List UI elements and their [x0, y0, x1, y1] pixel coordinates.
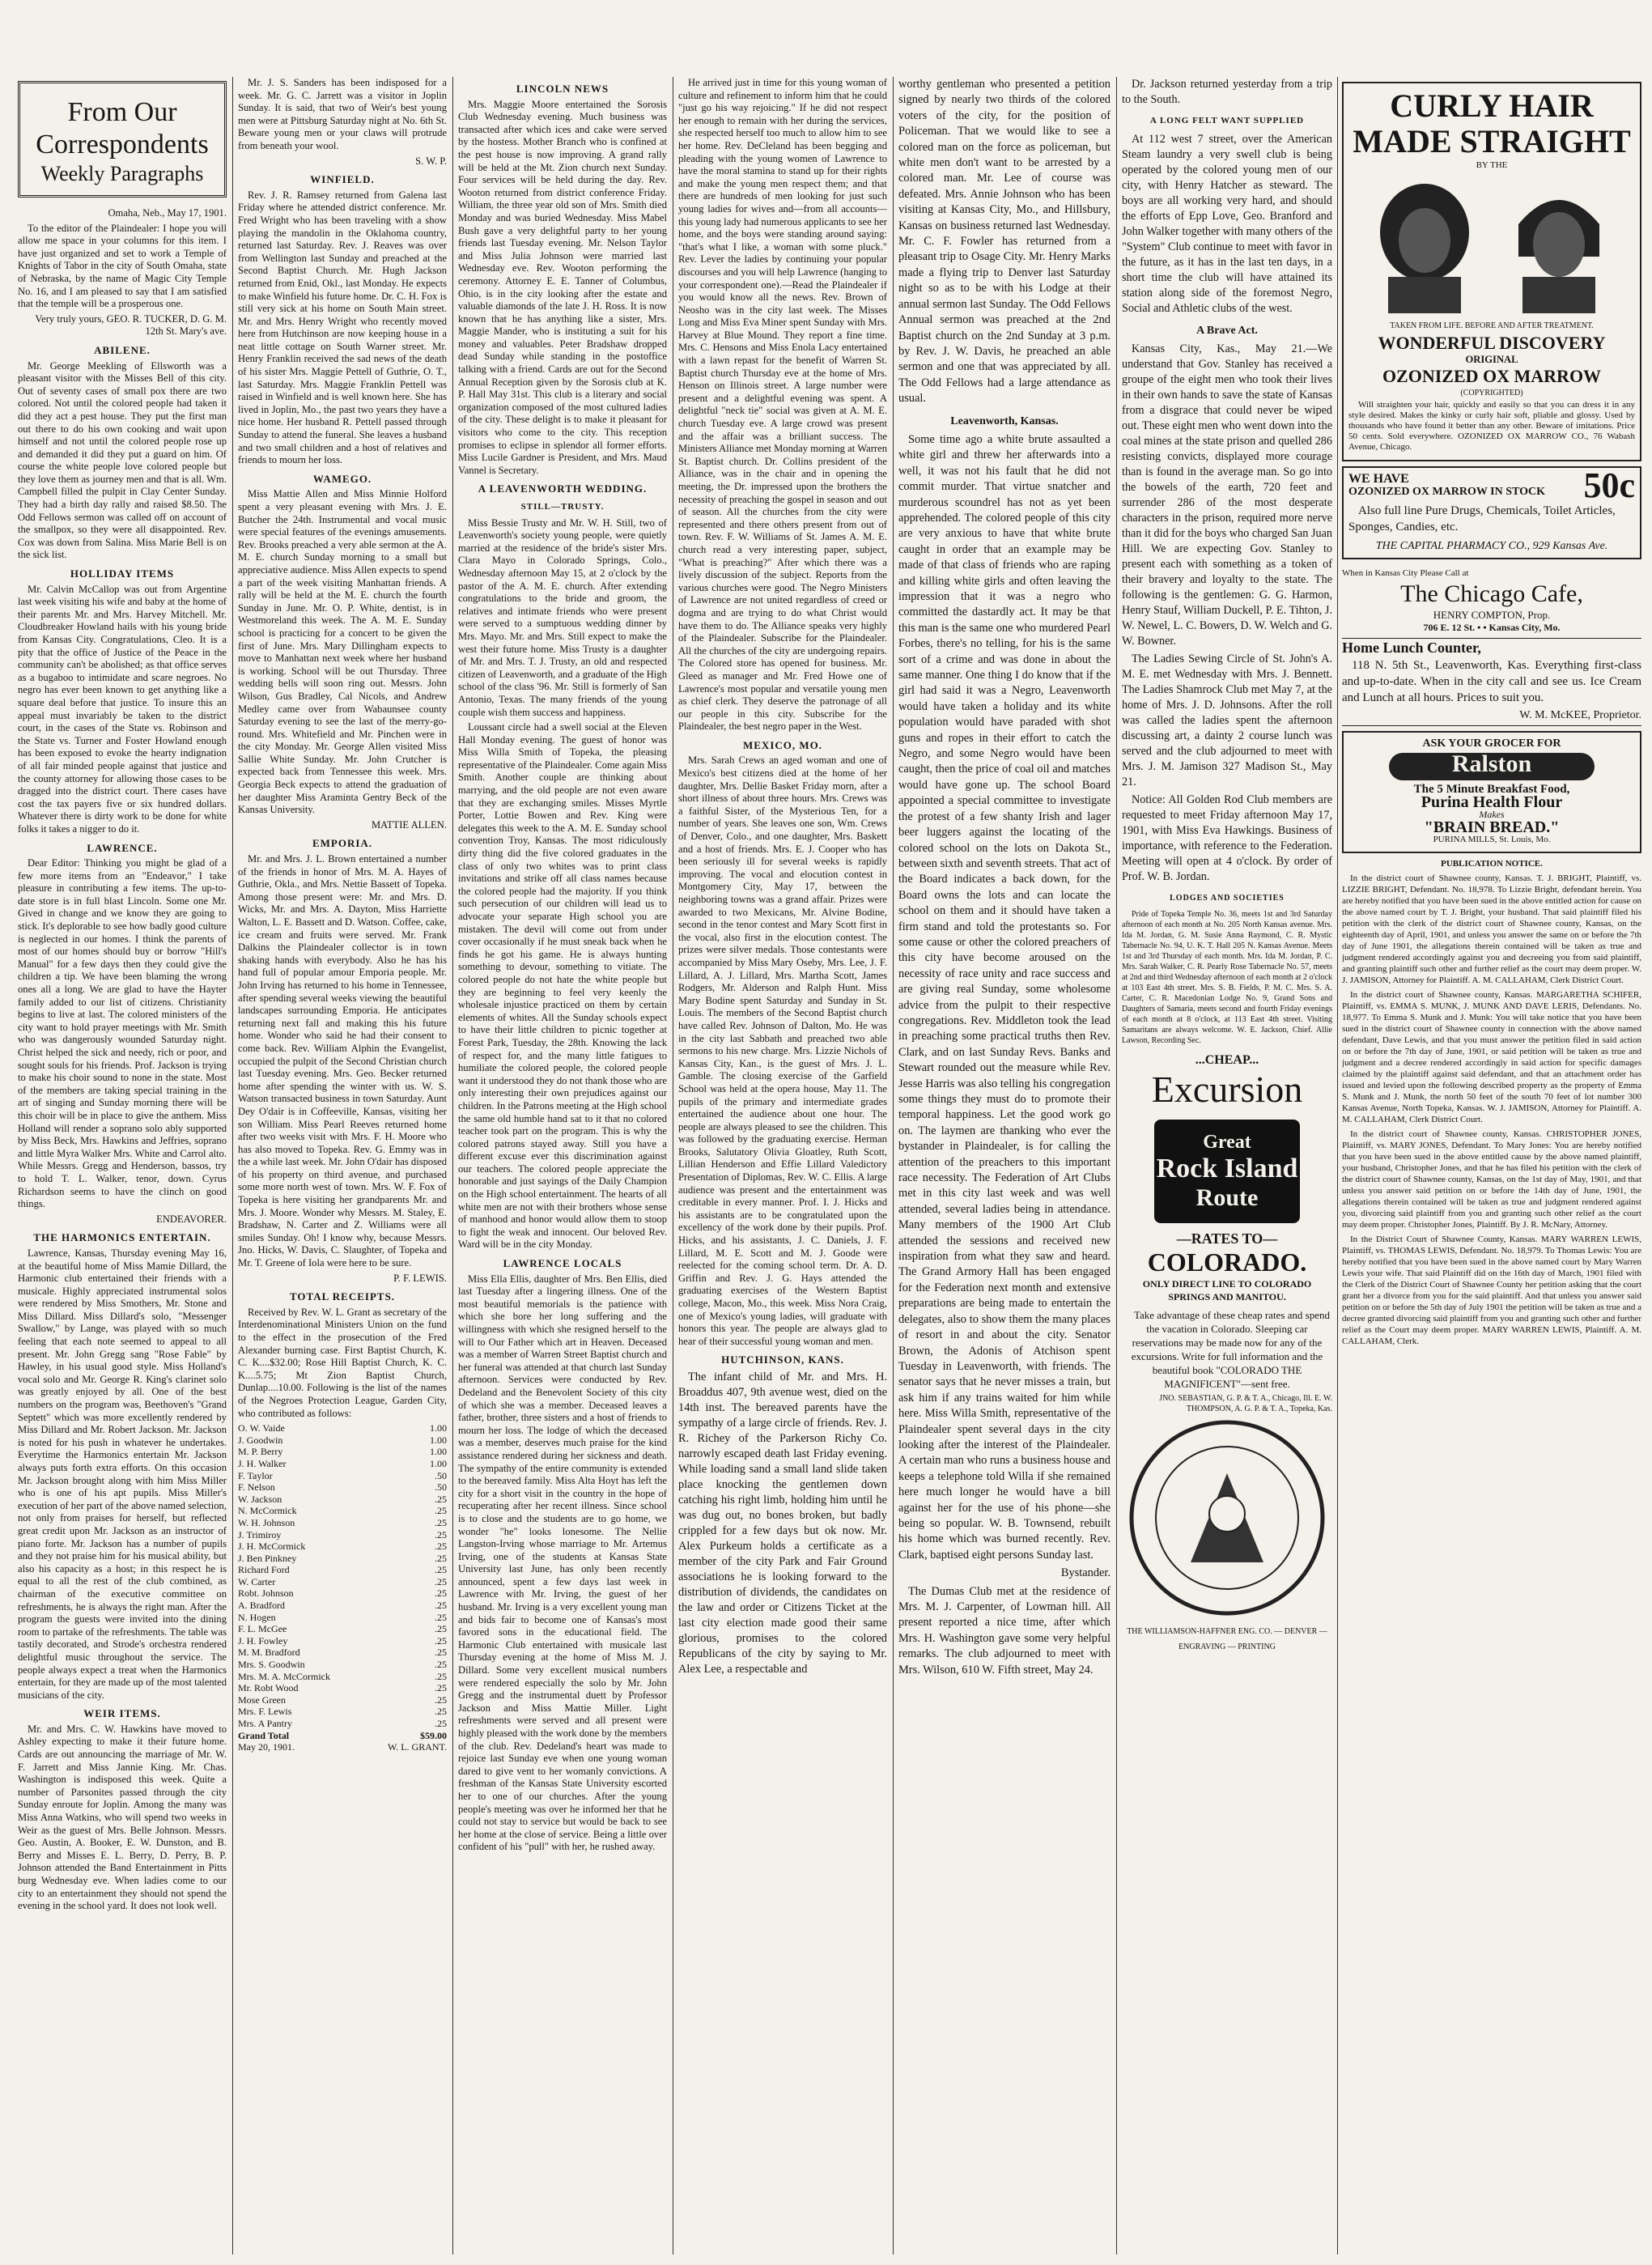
receipt-amount: .50 [435, 1481, 447, 1494]
column-rule [1116, 77, 1117, 2254]
made-straight-title: MADE STRAIGHT [1353, 123, 1631, 159]
receipt-row [238, 1540, 447, 1553]
winfield-heading: WINFIELD. [310, 173, 375, 186]
column-3 [458, 77, 667, 2254]
engraving-seal [1122, 1417, 1332, 1655]
receipt-row [238, 1635, 447, 1647]
curly-hair-ad: CURLY HAIR MADE STRAIGHT BY THE TAKEN FROM LIFE. BEFORE AND AFTER TREATMENT. WONDERFUL DISCOVERY ORIGINAL OZONIZED OX MARROW (COPYRIGHTED) Will straighten your hair, quickly and easily so that you can dress it in any style desired. Makes the kinky or curly hair soft, pliable and glossy. Used by thousands who have found it better than any other. Beware of imitations. Price 50 cents. Sold everywhere. OZONIZED OX MARROW CO., 76 Wabash Avenue, Chicago. [1342, 82, 1641, 461]
rock-island-logo: Great Rock Island Route [1154, 1120, 1300, 1223]
omaha-letter: To the editor of the Plaindealer: I hope you will allow me space in your columns for this item. I have just organized and set to work a Temple of Knights of Tabor in the city of South Omaha, state of Nebraska, by the name of Magic City Temple No. 16, and I am pleased to say that I am satisfied that the temple will be a prosperous one. [18, 222, 227, 310]
receipt-amount: .25 [435, 1659, 447, 1671]
wonderful-discovery: WONDERFUL DISCOVERY [1378, 332, 1606, 353]
omaha-dateline: Omaha, Neb., May 17, 1901. [108, 207, 227, 219]
weir-heading: WEIR ITEMS. [83, 1707, 161, 1720]
column-rule [1337, 77, 1338, 2254]
seal-text: THE WILLIAMSON-HAFFNER ENG. CO. — DENVER — ENGRAVING — PRINTING [1127, 1627, 1327, 1651]
receipt-amount: .25 [435, 1634, 447, 1647]
harmonics-article: Lawrence, Kansas, Thursday evening May 16, at the beautiful home of Miss Mamie Dillard, the Harmonic club entertained their friends with a musicale. Highly appreciated instrumental solos were rendered by Miss Smothers, Mr. Stone and Miss Dillard. Miss Dillard's solo, "Messenger Swallow," by Lange, was played with so much feeling that each note seemed to appeal to all present. Mr. John Gregg sang "Rose Fable" by Hawley, in his usual good style. Miss Holland's vocal solo and Mr. George R. King's clarinet solo was greatly enjoyed by all. One of the best numbers on the program was, Beethoven's "Grand Septett" which was more excellently rendered by Miss Dillard and Mr. Robert Jackson. Mr. Jackson is noted for his push in whatever he undertakes. Everytime the Harmonics entertain Mr. Jackson always puts forth extra efforts. On this occasion Mr. Jackson brought along with him Miss Miller who is one of his apt pupils. Miss Miller's execution of her part of the above named selection, not only from praises for herself, but reflected great credit upon Mr. Jackson as an instructor of piano forte. Mr. Jackson has a number of pupils and they not praise him for his musical ability, but also his capacity as a host; in this respect he is equal to all the rest of the club combined, as chairman of the executive committee on refreshments, he is always the right man. After the program the guests were invited into the dining room to partake of the refreshments. The table was tastily decorated, and Strode's orchestra rendered delightful music throughout the service. The people always expect a treat when the Harmonics entertain, for they are made up of the most talented musicians of the city. [18, 1247, 227, 1701]
omaha-signature: Very truly yours, GEO. R. TUCKER, D. G. M. 12th St. Mary's ave. [35, 312, 227, 338]
receipt-name: F. Nelson [238, 1481, 275, 1494]
header-title: From Our Correspondents [36, 97, 209, 159]
receipt-amount: .25 [435, 1528, 447, 1540]
hutchinson-continued: worthy gentleman who presented a petition signed by nearly two thirds of the colored voters of the city, for the position of Policeman. That we would like to see a colored man on the force as policeman, but white men don't want to be arrested by a colored man. Mr. Lee of course was defeated. Mrs. Annie Johnson who has been visiting at Kansas City, Mo., and Hillsbury, Kansas on business returned last Wednesday. Mr. C. F. Fowler has returned from a pleasant trip to Osage City. Mr. Henry Marks made a flying trip to Denver last Saturday night so as to be with his Lodge at their annual sermon last Sunday. The Odd Fellows Annual sermon was preached at the 2nd Baptist church on the 2nd Sunday at 3 p.m. by Rev. J. W. Davis, he preached an able sermon and one that was appreciated by all. The Odd Fellows had a large attendance as usual. [898, 78, 1111, 406]
receipt-row [238, 1529, 447, 1541]
receipt-row [238, 1553, 447, 1565]
receipt-amount: 1.00 [430, 1422, 447, 1434]
receipt-name: Mrs. F. Lewis [238, 1706, 292, 1718]
receipt-amount: .25 [435, 1540, 447, 1553]
column-rule [452, 77, 453, 2254]
receipt-row [238, 1718, 447, 1730]
wamego-signature: MATTIE ALLEN. [371, 818, 447, 831]
leavenworth-signature: Bystander. [1060, 1566, 1111, 1580]
pharmacy-name: THE CAPITAL PHARMACY CO., 929 Kansas Ave. [1375, 540, 1608, 553]
rates-to: —RATES TO— [1176, 1230, 1278, 1247]
curly-hair-body: Will straighten your hair, quickly and easily so that you can dress it in any style desired. Makes the kinky or curly hair soft, pliable and glossy. Used by thousands who have found it better than any other. Beware of imitations. Price 50 cents. Sold everywhere. OZONIZED OX MARROW CO., 76 Wabash Avenue, Chicago. [1348, 399, 1635, 452]
receipt-amount: .25 [435, 1575, 447, 1587]
after-portrait-graphic [1498, 176, 1620, 313]
agents: JNO. SEBASTIAN, G. P. & T. A., Chicago, Ill. E. W. THOMPSON, A. G. P. & T. A., Topeka, Kas. [1159, 1394, 1332, 1413]
hutchinson-article: The infant child of Mr. and Mrs. H. Broaddus 407, 9th avenue west, died on the 14th inst. The bereaved parents have the sympathy of a large circle of friends. Rev. J. R. Richey of the Parkerson Richy Co. narrowly escaped death last Friday evening. While loading sand a small land slide taken place knocking the gentlemen down catching his right limb, holding him until he was dug out, no bones broken, but badly crippled for a few days but ok now. Mr. Alex Purkeum holds a certificate as a member of the city Park and Fair Ground associations he is looking forward to the distribution of dividends, the candidates on the law and order or Citizens Ticket at the last city election made good their same glorious, promises to the colored Republicans of the city by saying to Mr. Alex Lee, a respectable and [678, 1370, 887, 1676]
receipt-name: Robt. Johnson [238, 1587, 294, 1600]
receipt-row [238, 1564, 447, 1576]
holliday-heading: HOLLIDAY ITEMS [70, 567, 175, 580]
receipt-amount: .25 [435, 1516, 447, 1528]
receipt-row [238, 1623, 447, 1635]
weir-signature: S. W. P. [415, 155, 447, 167]
column-4 [678, 77, 887, 2254]
receipt-amount: .25 [435, 1670, 447, 1682]
abilene-article: Mr. George Meekling of Ellsworth was a pleasant visitor with the Misses Bell of this city. Out of seventy cases of small pox there are two colored. Not until the colored people had taken it did they act a pest house. They put the first man out there to do his own cooking and wait upon himself and not until the colored people rose up and demanded it did they put a guard on him. Of course the white people love colored people but they love them as journey men and that is all. Wm. Campbell filled the pulpit in Clay Center Sunday. They had a birth day rally and raised $8.50. The Odd Fellows sermon was called off on account of the smallpox, so they were all disappointed. Rev. Cox was down from Salina. Miss Marie Bell is on the sick list. [18, 359, 227, 561]
correspondents-header [18, 81, 227, 198]
receipt-name: A. Bradford [238, 1600, 285, 1612]
receipts-intro: Received by Rev. W. L. Grant as secretary of the Interdenominational Ministers Union on the fund to the effect in the prosecution of the Fred Alexander burning case. First Baptist Church, K. C. K....$32.00; Rose Hill Baptist Church, K. C. K....5.75; Mt Zion Baptist Church, Dunlap....10.00. Following is the list of the names of the Negroes Protection League, Garden City, who contributed as follows: [238, 1306, 447, 1419]
lodges-heading: LODGES AND SOCIETIES [1170, 894, 1285, 903]
receipt-amount: .25 [435, 1587, 447, 1600]
receipt-row [238, 1494, 447, 1506]
winfield-article: Rev. J. R. Ramsey returned from Galena last Friday where he attended district conference. Mr. Fred Wright who has been traveling with a show playing the mandolin in the Oklahoma country, returned last Saturday. Rev. J. Reaves was over from Wellington last Sunday and preached at the Second Baptist Church. Mr. Hugh Jackson returned from Enid, Okl., last Monday. He expects to make Winfield his future home. Dr. C. H. Fox is still very sick at his home on South Main street. Mr. and Mrs. Henry Wright who recently moved here from Hutchinson are now keeping house in a neat little cottage on South Warner street. Mr. Henry Franklin received the sad news of the death of his sister Mrs. Maggie Pettell of Guthrie, O. T., last Saturday. Mrs. Maggie Franklin Pettell was raised in Winfield and is well known here. She has lived in Joplin, Mo., the past two years they have a nice home. Her husband R. Pettell passed through Sunday to attend the funeral. She leaves a husband and two small children and a host of relatives and friends to mourn her loss. [238, 189, 447, 466]
lawrence-locals-heading: LAWRENCE LOCALS [503, 1257, 622, 1270]
receipt-amount: .25 [435, 1552, 447, 1564]
receipt-name: J. Goodwin [238, 1434, 283, 1446]
lunch-counter-ad: Home Lunch Counter, 118 N. 5th St., Leavenworth, Kas. Everything first-class and up-to-date. When in the city call and see us. Ice Cream and Lunch at all hours. Prices to suit you. W. M. McKEE, Proprietor. [1342, 639, 1641, 726]
holliday-article: Mr. Calvin McCallop was out from Argentine last week visiting his wife and baby at the home of their parents Mr. and Mrs. Harvey Mitchell. Mr. Cloudbreaker Howland hails with his young bride from Kansas City. Congratulations, Cleo. It is a pity that the office of Justice of the Peace in the community can't be abolished; as that office serves as a bugaboo to intimidate and scare negroes. No negro has ever been known to get anything like a square deal before that justice. To insure this an appeal must invariably be taken to the district court, in the cases of the State vs. Robinson and the State vs. Turner and Foster Howland enough has been exposed to evoke the hearty indignation of all fair minded people against that justice and the county attorney for allowing those cases to be dragged into the district court. There cases have cost the tax payers five or six hundred dollars. Whatever there is dirty work to be done for white folks it takes a nigger to do it. [18, 583, 227, 835]
receipt-row [238, 1517, 447, 1529]
receipt-amount: .25 [435, 1706, 447, 1718]
receipt-name: Mose Green [238, 1693, 286, 1706]
excursion-label: Excursion [1151, 1069, 1303, 1110]
receipt-row [238, 1659, 447, 1671]
receipt-amount: .25 [435, 1611, 447, 1623]
ralston-ad: ASK YOUR GROCER FOR Ralston The 5 Minute Breakfast Food, Purina Health Flour Makes "BRAIN BREAD." PURINA MILLS, St. Louis, Mo. [1342, 731, 1641, 853]
wamego-heading: WAMEGO. [312, 472, 372, 485]
receipts-footer [238, 1741, 447, 1754]
lodges-list: Pride of Topeka Temple No. 36, meets 1st and 3rd Saturday afternoon of each month at No. 205 North Kansas avenue. Mrs. Ida M. Jordan, G. M. Susie Anna Raymond, C. R. Mystic Tabernacle No. 94, U. K. T. Hall 205 N. Kansas Avenue. Meets 1st and 3rd Thursday of each month. Mrs. Ida M. Jordan, P. C. Mrs. Sarah Walker, C. R. Pearly Rose Tabernacle No. 57, meets at 2nd and third Wednesday afternoon of each month at 2 o'clock at 103 East 4th street. Mrs. S. B. Fields, P. M. C. Mrs. S. A. Carter, C. R. Macedonian Lodge No. 9, Grand Sons and Daughters of Samaria, meets second and fourth Friday evenings of each month at 8 o'clock, at 113 East 4th street. Visiting Samaritans are always welcome. W. E. Jackson, Chief. Allie Lawson, Recording Sec. [1122, 910, 1332, 1045]
receipt-name: J. Trimiroy [238, 1528, 282, 1540]
receipt-name: Mrs. S. Goodwin [238, 1659, 305, 1671]
emporia-signature: P. F. LEWIS. [393, 1272, 447, 1284]
lincoln-heading: LINCOLN NEWS [516, 83, 609, 95]
receipt-amount: .25 [435, 1564, 447, 1576]
golden-rod-notice: Notice: All Golden Rod Club members are requested to meet Friday afternoon May 17, 1901, with Miss Eva Hawkings. Business of importance, with reference to the Federation. Meeting will open at 4 o'clock. By order of Prof. W. B. Jordan. [1122, 793, 1332, 883]
receipt-name: Mrs. A Pantry [238, 1718, 293, 1729]
receipt-name: J. H. McCormick [238, 1540, 306, 1553]
receipt-name: F. Taylor [238, 1469, 273, 1481]
receipt-name: M. P. Berry [238, 1446, 283, 1458]
lawrence-locals-continued: He arrived just in time for this young woman of culture and refinement to inform him that he could "just go his way rejoicing." If he did not respect her enough to remain with her during the services, she respected herself too much to allow him to see her home. Rev. DeCleland has been begging and pleading with the young women of Lawrence to have the moral stamina to stand up for their rights and make the young men respect them; and that there are hundreds of men looking for just such young ladies for wives and—from all accounts—this young lady had numerous applicants to see her home, and the boys were standing around saying: "that's what I like, a woman with some pluck." Rev. Lever the ladies by continuing your popular discourses and you will help Lawrence (hanging to your correspondent one).—Read the Plaindealer if you would know all the news. Rev. Brown of Neosho was in the city last week. The Misses Long and Miss Eva Miner spent Sunday with Mrs. Harvey at Blue Mound. They report a fine time. Mrs. C. Hensons and Miss Enola Lacy entertained with a lawn repast for the benefit of Warren St. Baptist church Thursday eve at the home of Mrs. Henson on Illinois street. A large number were present and a delightful evening was spent. A delightful "neck tie" social was given at A. M. E. church Tuesday eve. A large crowd was present and the affair was a brilliant success. The Ministers Alliance met Monday morning at Warren St. Baptist church. Dr. Collins president of the Alliance, was in the chair and in opening the meeting, the Dr. impressed upon the brothers the necessity of preaching the gospel in season and out of season. All the churches from the city were represented and there others present from out of town. Rev. F. W. Williams of St. James A. M. E. church read a very interesting paper, subject, "What is preaching?" After which there was a lively discussion of the subject. Reports from the various churches were good. The Negro Ministers of Lawrence are not united regardless of creed or dogma and are trying to do what Christ would have them to do. The Alliance speaks very highly of the Plaindealer. Subscribe for the Plaindealer. All the churches of the city are undergoing repairs. The Colored store has opened for business. Mr. Gleed as manager and Mr. Fred Howe one of Lawrence's most popular and versatile young men as chief clerk. They deserve the patronage of all our people in this city. Subscribe for the Plaindealer, the best negro paper in the West. [678, 77, 887, 733]
receipt-name: J. H. Fowley [238, 1634, 288, 1647]
column-rule [893, 77, 894, 2254]
leavenworth-article: Some time ago a white brute assaulted a white girl and threw her afterwards into a well, it was not his fault that he did not commit murder. That virtue snatcher and murderous scoundrel has not as yet been apprehended. The colored people of this city are very anxious to have that white brute caught in order that an example may be made of that class of friends who are raping and killing white girls and often leaving the impression that it was a negro who committed the dastardly act. It may be that this man is the same one who murdered Pearl Forbes, there's no telling, for his is the same sort of a crime and was done in about the same manner. One thing I do know that if the girl had said it was a Negro, Leavenworth would have taken a holiday and its white population would have paraded with shot guns and ropes in their effort to catch the Negro, and some Negro would have been caught, then the price of coal oil and matches would have gone up. The school Board appointed a special committee to investigate the protest of a few shanty Irish and lager beer luggers against the locating of the colored school on the lots on Dakota St., between sixth and seventh streets. That act of the Board indicates a back down, for the Board owns the lots and can locate the school on them and it should have taken a firm stand and told the protestants so. For some cause or other the colored preachers of this city have become aroused on the necessity of race unity and race success and are giving real Sunday, some wholesome advice from the pulpit to their respective congregations. Rev. Middleton took the lead in preaching some practical truths then Rev. Clark, and on last Sunday Revs. Banks and Stewart rounded out the measure while Rev. Jesse Harris was also telling his congregation some things they must do to promote their temporal happiness. Let the good work go on. The laymen are thanking who ever the bystander in Plaindealer, is for calling the attention of the preachers to this important race necessity. The Federation of Art Clubs met in this city last week and was well attended, several ladies being in attendance. Many members of the 1900 Art Club attended the sessions and received new inspiration from what they saw and heard. The Grand Armory Hall has been engaged for the Federation next month and extensive preparations are being made to entertain the delegates, also to show them the many places of resort in and about the city. Senator Brown, the Adonis of Atchison spent Tuesday in Leavenworth, with friends. The senator says that he never misses a train, but ask him if any trains waited for him while here. Miss Willa Smith, representative of the Plaindealer spent several days in the city looking after the interest of the Plaindealer. A certain man who runs a business house and keeps a telephone told Willa if she remained here much longer he would have a bill against her for the use of his phone—she being so popular. W. B. Townsend, rebuilt his home which was burned recently. Rev. Clark, baptised eight persons Sunday last. [898, 432, 1111, 1562]
lawrence-locals-article: Miss Ella Ellis, daughter of Mrs. Ben Ellis, died last Tuesday after a lingering illness. One of the most beautiful memorials is the patience with which she bore her long suffering and the willingness with which she resigned herself to the will to Our Father which art in Heaven. Deceased was a member of Warren Street Baptist church and her funeral was attended at that church last Sunday afternoon. Services were conducted by Rev. Dedeland and the Benevolent Society of this city of which she was a member. Deceased leaves a father, brother, three sisters and a host of friends to mourn her loss. The lodge of which the deceased was a member, deserves much praise for the kind assistance rendered during her sickness and death. The sympathy of the entire community is extended to the bereaved family. Miss Alta Hoyt has left the city for a short visit in the country in the hope of recuperating after her recent illness. Since school is to close and the students are to go home, we wonder "he" looks lonesome. The Nellie Langston-Irving whose marriage to Mr. Artemus Irving, one of the students at Kansas State University last June, has only been recently announced, spent a few days last week in Lawrence with Mr. Irving, the guest of her husband. Mr. Irving is a very excellent young man and bids fair to become one of Kansas's most favored sons in the educational field. The Harmonic Club entertained with musicale last Thursday evening at the home of Miss M. J. Dillard. Some very excellent musical numbers were rendered especially the solo by Mr. John Gregg and the instrumental duett by Professor Jackson and Miss Mattie Miller. Light refreshments were served and all present were highly pleased with the work done by the members of the club. Rev. Dedeland's heart was made to rejoice last Sunday eve when one young woman dared to give vent to her womanly convictions. A freshman of the Kansas State University escorted her to one of our churches. After the young people's meeting was over he informed her that he could not stay to service but would be back to see her home at the close of service. Being a little over confident of his "pull" with her, he rushed away. [458, 1273, 667, 1853]
receipt-row [238, 1470, 447, 1482]
wamego-article: Miss Mattie Allen and Miss Minnie Holford spent a very pleasant evening with Mrs. J. E. Butcher the 24th. Instrumental and vocal music were special features of the evenings amusements. Rev. Brooks preached a very able sermon at the A. M. E. church Sunday morning to a small but appreciative audience. Miss Allen expects to spend a part of the week visiting Manhattan friends. A rally will be held at the M. E. church the fourth Sunday in June. Mr. O. P. White, dentist, is in Westmoreland this week. The A. M. E. Sunday school is practicing for a concert to be given the first of June. Mrs. Mary Dillingham expects to move to Manhattan next week where her husband is working. School will be out Thursday. Three wedding bells will soon ring out. Messrs. John Wilson, Gus Bradley, Cal Nicols, and Andrew Medley came over from Wabaunsee county Saturday evening to see the last of the merry-go-round. Mrs. Whitefield and Mr. Pinchen were in the city Monday. Mr. George Allen visited Miss Sallie White Sunday. Mr. John Crutcher is expected back from Tennessee this week. Mrs. Georgia Beck expects to attend the graduation of her daughter Miss Araminta Gentry Beck of the Kansas University. [238, 488, 447, 816]
weir-continued: Mr. J. S. Sanders has been indisposed for a week. Mr. G. C. Jarrett was a visitor in Joplin Sunday. It is said, that two of Weir's best young men were at Pittsburg Saturday night at No. 6th St. Beware young men or your claws will protrude from beneath your wool. [238, 77, 447, 151]
wedding-subheading: STILL—TRUSTY. [520, 502, 605, 512]
legal-notice-bright: In the district court of Shawnee county, Kansas. T. J. BRIGHT, Plaintiff, vs. LIZZIE BRIGHT, Defendant. No. 18,978. To Lizzie Bright, defendant herein. You are hereby notified that you have been sued in the above entitled action for cause on the above named court by T. J. Bright, your husband. That said plaintiff filed his petition with the clerk of the district court of Shawnee county, Kansas, on the eighteenth day of April, 1901, and unless you answer the same on or before the 7th day of June 1901, the allegations therein contained will be taken as true and judgment rendered accordingly against you and decreeing you from said plaintiff, and granting plaintiff such other and further relief as the court may deem proper. W. J. JAMISON, Attorney for Plaintiff. A. M. CALLAHAM, Clerk District Court. [1342, 873, 1641, 985]
receipt-name: Mrs. M. A. McCormick [238, 1670, 330, 1682]
receipt-row [238, 1671, 447, 1683]
receipts-table [238, 1422, 447, 1741]
want-article: At 112 west 7 street, over the American Steam laundry a very swell club is being operated by the colored young men of our city, with Henry Hatcher as steward. The boys are all working very hard, and should the efforts of Epp Love, Geo. Branford and John Walker together with many others of the "System" Club continue to meet with favor in the future, as it has in the last ten days, in a short time the club will have attained its station along side of the foremost Negro, Social and Athletic clubs of the west. [1122, 133, 1332, 315]
receipt-row [238, 1587, 447, 1600]
excursion-details: Take advantage of these cheap rates and spend the vacation in Colorado. Sleeping car reservations may be made now for any of the excursions. Write for full information and the beautiful book "COLORADO THE MAGNIFICENT"—sent free. [1131, 1309, 1330, 1390]
emporia-article: Mr. and Mrs. J. L. Brown entertained a number of the friends in honor of Mrs. M. A. Hayes of Guthrie, Okla., and Mrs. Nettie Bassett of Topeka. Among those present were: Mr. and Mrs. D. Wicks, Mr. and Mrs. A. Dayton, Miss Harriette Walton, L. E. Bassett and D. Watson. Coffee, cake, ice cream and fruits were served. Mr. Frank Dalkins the Plaindealer collector is in town shaking hands with everybody. Also he has his hand full of popular amour Emporia people. Mr. John Irving has returned to his home in Tennessee, after spending several weeks viewing the beautiful landscapes surrounding Emporia. He anticipates returning next fall and making this his future home. Wonder who said he had their consent to come back. Rev. William Alphin the Evangelist, occupied the pulpit of the Second Christian church last Tuesday evening. Mrs. Geo. Becker returned home after spending the winter with us. W. S. Watson transacted business in town Saturday. Aunt Dey O'dair is in Coffeeville, Kansas, visiting her son William. Miss Pearl Reeves returned home after two weeks visit with Mrs. F. H. Moore who has also moved to Topeka. Rev. G. Emmy was in the a while last week. Mr. John O'dair has disposed of his property on third avenue, and purchased some more north west of town. Mrs. W. F. Fox of Topeka is here visiting her grandparents Mr. and Mrs. J. Moore. Wonder why Messrs. M. Staley, E. Bradshaw, N. Carter and Z. Williams were all smiles Sunday. Oh! I know why, because Messrs. Jno. Hicks, W. Davis, C. Slaughter, of Topeka and Mr. T. Greene of Iola were here to be sure. [238, 853, 447, 1269]
want-heading: A LONG FELT WANT SUPPLIED [1149, 116, 1305, 125]
harmonics-heading: THE HARMONICS ENTERTAIN. [33, 1231, 211, 1244]
emporia-heading: EMPORIA. [312, 837, 373, 850]
lincoln-article-2: Loussant circle had a swell social at the Eleven Hall Monday evening. The guest of honor was Miss Willa Smith of Topeka, the pleasing representative of the Plaindealer. Come again Miss Smith. Another couple are thinking about marrying, and the old people are not even aware that they are exchanging smiles. Misses Myrtle Porter, Lottie Bowen and Rev. King were delegates this week to the A. M. E. Sunday school convention Troy, Kansas. The most ridiculously dirty thing did the five colored graduates in the class of only two whites was to print class invitations and strike off all class names because the colored people had the majority. If you think such persecution of our children will lead us to advocate your separate High school you are mistaken. The devil will come out from under cover occasionally if he must sneak back when he finds he got his game. He is always hunting something to devour, something to vitiate. The colored people do not hate the white people but they are beginning to feel very keenly the wholesale injustice practiced on them by certain elements of whites. All the Sunday schools expect to have their little children to picnic together at Forest Park, Tuesday, the 28th. Knowing the lack of respect for, and the many little fatigues to humiliate the colored people, the colored people want it understood they do not thank those who are only interesting their own prejudices against our children. In the Patrons meeting at the High school the same old humble hand sat to it that no colored teacher took part on the program. This is why the colored patrons stayed away. Still you have a different excuse ever this discrimination against our teachers. The colored people appreciate the honorable and just sayings of the Daily Champion on the High school entertainment. The hearts of all white men are not with their brothers whose sense of manhood and honor would allow them to stoop to fight the weak and innocent. Our beloved Rev. Ward will be in the city Monday. [458, 721, 667, 1251]
receipt-amount: 1.00 [430, 1446, 447, 1458]
receipt-row [238, 1434, 447, 1447]
before-portrait-graphic [1364, 176, 1485, 313]
receipts-heading: TOTAL RECEIPTS. [289, 1290, 396, 1303]
receipt-name: J. Ben Pinkney [238, 1552, 297, 1564]
receipt-row [238, 1505, 447, 1517]
pharmacy-ad: WE HAVE OZONIZED OX MARROW IN STOCK 50c Also full line Pure Drugs, Chemicals, Toilet Articles, Sponges, Candies, etc. THE CAPITAL PHARMACY CO., 929 Kansas Ave. [1342, 466, 1641, 559]
receipt-name: Richard Ford [238, 1564, 290, 1576]
header-subtitle: Weekly Paragraphs [40, 162, 204, 185]
lawrence-signature: ENDEAVORER. [156, 1213, 227, 1225]
jackson-item: Dr. Jackson returned yesterday from a trip to the South. [1122, 78, 1332, 106]
column-5 [898, 77, 1111, 2254]
receipt-amount: .25 [435, 1600, 447, 1612]
receipt-row [238, 1600, 447, 1612]
rock-island-ad [1122, 1052, 1332, 1414]
receipt-row [238, 1481, 447, 1494]
receipt-name: F. L. McGee [238, 1623, 287, 1635]
legal-notices: PUBLICATION NOTICE. In the district court of Shawnee county, Kansas. T. J. BRIGHT, Plaintiff, vs. LIZZIE BRIGHT, Defendant. No. 18,978. To Lizzie Bright, defendant herein. You are hereby notified that you have been sued in the above entitled action for cause on the above named court by T. J. Bright, your husband. That said plaintiff filed his petition with the clerk of the district court of Shawnee county, Kansas, on the eighteenth day of April, 1901, and unless you answer the same on or before the 7th day of June 1901, the allegations therein contained will be taken as true and judgment rendered accordingly against you and decreeing you from said plaintiff, and granting plaintiff such other and further relief as the court may deem proper. W. J. JAMISON, Attorney for Plaintiff. A. M. CALLAHAM, Clerk District Court. In the district court of Shawnee county, Kansas. MARGARETHA SCHIFER, Plaintiff, vs. EMMA S. MUNK, J. MUNK AND DAVE LERIS, Defendants. No. 18,977. To Emma S. Munk and J. Munk: You will take notice that you have been sued in the district court of Shawnee county in connection with the above named defendant, Dave Lewis, and that you must answer the petition filed in said action on or before the 7th day of June, 1901, or said petition will be taken as true and judgment and a decree rendered accordingly in said action for specific damages claimed by the plaintiff against said defendant, and that an attachment order has issued and levied upon the following described property as the property of Emma S. Munk and J. Munk, the north 50 feet of the south 70 feet of lot number 300 Kansas Avenue, North Topeka, Kansas. W. J. JAMISON, Attorney for Plaintiff. A. M. CALLAHAM, Clerk District Court. In the district court of Shawnee county, Kansas. CHRISTOPHER JONES, Plaintiff, vs. MARY JONES, Defendant. To Mary Jones: You are hereby notified that you have been sued in the above entitled cause by the above named plaintiff, your husband, Christopher Jones, and that he has filed his petition with the clerk of the district court of Shawnee county, Kansas, on the 1st day of May, 1901, and that unless you answer said petition on or before the 14th day of June, 1901, the allegations therein contained will be taken as true and judgment rendered against you, divorcing said plaintiff from you and granting such other relief as the court may deem proper. Christopher Jones, Plaintiff. By J. R. McNary, Attorney. In the District Court of Shawnee County, Kansas. MARY WARREN LEWIS, Plaintiff, vs. THOMAS LEWIS, Defendant. No. 18,979. To Thomas Lewis: You are hereby notified that you have been sued in the above named court by Mary Warren Lewis your wife. That said Plaintiff did on the 16th day of March, 1901 filed with the Clerk of the District Court of Shawnee County her petition asking that the court grant her a divorce from you for the said plaintiff. And that unless you answer said petition on or before the 5th day of July 1901 the petition will be taken as true and a decree granted divorcing said plaintiff from you and granting such other and further relief as the Court may deem proper. MARY WARREN LEWIS, Plaintiff. A. M. CALLAHAM, Clerk. [1342, 858, 1641, 1346]
legal-notice-munk: In the district court of Shawnee county, Kansas. MARGARETHA SCHIFER, Plaintiff, vs. EMMA S. MUNK, J. MUNK AND DAVE LERIS, Defendants. No. 18,977. To Emma S. Munk and J. Munk: You will take notice that you have been sued in the district court of Shawnee county in connection with the above named defendant, Dave Lewis, and that you must answer the petition filed in said action on or before the 7th day of June, 1901, or said petition will be taken as true and judgment and a decree rendered accordingly in said action for specific damages claimed by the plaintiff against said defendant, and that an attachment order has issued and levied upon the following described property as the property of Emma S. Munk and J. Munk, the north 50 feet of the south 70 feet of lot number 300 Kansas Avenue, North Topeka, Kansas. W. J. JAMISON, Attorney for Plaintiff. A. M. CALLAHAM, Clerk District Court. [1342, 989, 1641, 1124]
receipt-name: M. M. Bradford [238, 1647, 300, 1659]
lawrence-article: Dear Editor: Thinking you might be glad of a few more items from an "Endeavor," I take pleasure in contributing a few items. The up-to-date store is in full blast Lincoln. Some one Mr. Gived in change and we know they are going to stick. It's deplorable to see how badly good culture is neglected in our homes. I think the parents of most of our homes should buy or borrow "Hill's Manual" for a few days then they could give the children a tip. We have been blaming the wrong ones all a long. We are glad to have the Hayter family added to our list of citizens. Christianity begins to live at last. The colored ministers of the city want to hold prayer meetings with Mr. Smith who was dangerously wounded Saturday night. Christ helped the sick and needy, rich or poor, and sought souls for his friends. Prof. Jackson is trying to make his choir sound to none in the state. Most of the members are taking special training in the art of singing and Sunday morning there will be this choir will be in place to give the anthem. Miss Holland will render a soprano solo ably supported by Miss Beck, Mrs. Hawkins and Jeffries, soprano and little Myra Walker Mrs. White and Carrol alto. While Messrs. Gregg and Henderson, bassos, try to hold T. L. Walker, tenor, down. Cyrus Richardson seems to have the clinch on good things. [18, 857, 227, 1210]
receipts-date: May 20, 1901. [238, 1741, 295, 1753]
receipt-name: W. Carter [238, 1575, 276, 1587]
abilene-heading: ABILENE. [94, 343, 151, 356]
brave-act-article: Kansas City, Kas., May 21.—We understand that Gov. Stanley has received a groupe of the eight men who took their lives in their own hands to save the state of Kansas from a disgrace that could never be wiped out. These eight men who went down into the coal mines at the state prison and quelled 286 resisting convicts, displayed more courage than is found in the average man. So go into the bowels of the earth, 720 feet and surrender 286 of the most desperate characters in the prison, required more nerve than it did for the boys who charged San Juan Hill. We are expecting Gov. Stanley to present each with something as a token of their bravery and loyalty to the state. The following is the gentlemen: G. G. Harmon, Henry Stauf, William Duckell, P. E. Tihton, J. W. Newel, L. C. Bowers, D. W. Welch and G. W. Bowner. [1122, 342, 1332, 648]
column-1 [18, 77, 227, 2254]
colorado-label: COLORADO. [1147, 1247, 1307, 1277]
chicago-cafe-title: The Chicago Cafe, [1400, 580, 1583, 608]
receipt-amount: .25 [435, 1718, 447, 1729]
receipt-amount: .50 [435, 1469, 447, 1481]
receipt-amount: 1.00 [430, 1457, 447, 1469]
wedding-heading: A LEAVENWORTH WEDDING. [478, 482, 648, 495]
column-2 [238, 77, 447, 2254]
receipt-amount: 1.00 [430, 1434, 447, 1446]
legal-notice-lewis: In the District Court of Shawnee County, Kansas. MARY WARREN LEWIS, Plaintiff, vs. THOMAS LEWIS, Defendant. No. 18,979. To Thomas Lewis: You are hereby notified that you have been sued in the above named court by Mary Warren Lewis your wife. That said Plaintiff did on the 16th day of March, 1901 filed with the Clerk of the District Court of Shawnee County her petition asking that the court grant her a divorce from you for the said plaintiff. And that unless you answer said petition on or before the 5th day of July 1901 the petition will be taken as true and a decree granted divorcing said plaintiff from you and granting such other and further relief as the Court may deem proper. MARY WARREN LEWIS, Plaintiff. A. M. CALLAHAM, Clerk. [1342, 1234, 1641, 1346]
ox-marrow-title: OZONIZED OX MARROW [1382, 366, 1602, 387]
receipt-name: W. H. Johnson [238, 1516, 295, 1528]
column-rule [232, 77, 233, 2254]
curly-hair-title: CURLY HAIR [1390, 87, 1594, 124]
column-6 [1122, 77, 1332, 2254]
receipt-name: N. McCormick [238, 1505, 297, 1517]
weir-article: Mr. and Mrs. C. W. Hawkins have moved to Ashley expecting to make it their future home. Cards are out announcing the marriage of Mr. W. F. Jarrett and Miss Jannie King. Mr. Chas. Washington is indisposed this week. Quite a number of Parsonites passed through the city Sunday enroute for Joplin. Among the many was Miss Anna Watkins, who will spend two weeks in Weir as the guest of Mrs. Belle Johnson. Messrs. Geo. Austin, A. Booker, E. W. Dunston, and B. Berry and Misses E. L. Berry, D. Perry, B. P. Johnson attended the Band Entertainment in Pitts burg Wednesday eve. When ladies come to our city to an entertainment they should not spend the evening in the school yard. It does not look well. [18, 1723, 227, 1912]
column-7 [1342, 77, 1641, 2254]
dumas-club-item: The Dumas Club met at the residence of Mrs. M. J. Carpenter, of Lowman hill. All present reported a nice time, after which Mrs. H. Washington gave some very helpful remarks. The club adjourned to meet with Mrs. Wilson, 610 W. Fifth street, May 24. [898, 1584, 1111, 1676]
ralston-logo: Ralston [1389, 753, 1595, 780]
hutchinson-heading: HUTCHINSON, KANS. [721, 1353, 844, 1366]
receipt-name: Mr. Robt Wood [238, 1682, 299, 1694]
receipt-row [238, 1612, 447, 1624]
price-label: 50c [1583, 465, 1635, 505]
brave-act-heading: A Brave Act. [1196, 325, 1258, 337]
sewing-circle-item: The Ladies Sewing Circle of St. John's A. M. E. met Wednesday with Mrs. J. Bennett. The Ladies Shamrock Club met May 7, at the home of Mrs. J. D. Johnsons. After the roll was called the ladies spent the afternoon discussing art, a dainty 2 course lunch was served and the club adjourned to meet with Mrs. J. M. Jamison 327 Madison St., May 21. [1122, 652, 1332, 788]
wedding-article: Miss Bessie Trusty and Mr. W. H. Still, two of Leavenworth's society young people, were quietly married at the residence of the bride's sister Mrs. Clara Mayo in Colorado Springs, Colo., Wednesday afternoon May 15, at 2 o'clock by the pastor of the A. M. E. church. After extending congratulations to the bride and groom, the relatives and intimate friends who were present were served to a sumptuous wedding dinner by Mrs. Mayo. Mr. and Mrs. Still expect to make the west their future home. Miss Trusty is a daughter of Mr. and Mrs. T. J. Trusty, an old and respected citizen of Leavenworth, and a graduate of the High school of the class '96. Mr. Still is formerly of San Antonio, Texas. The many friends of the young couple wish them success and happiness. [458, 516, 667, 718]
lawrence-heading: LAWRENCE. [87, 841, 158, 854]
receipt-row [238, 1647, 447, 1659]
receipt-name: J. H. Walker [238, 1457, 287, 1469]
receipt-name: W. Jackson [238, 1493, 282, 1505]
receipt-name: O. W. Vaide [238, 1422, 285, 1434]
direct-line: ONLY DIRECT LINE TO COLORADO SPRINGS AND MANITOU. [1142, 1278, 1312, 1302]
receipt-row [238, 1458, 447, 1470]
receipt-row [238, 1706, 447, 1718]
leavenworth-heading: Leavenworth, Kansas. [950, 414, 1059, 427]
receipt-amount: .25 [435, 1682, 447, 1694]
mexico-heading: MEXICO, MO. [742, 738, 823, 751]
receipts-grand-total: Grand Total $59.00 [238, 1729, 447, 1741]
receipt-name: N. Hogen [238, 1611, 276, 1623]
legal-notice-jones: In the district court of Shawnee county, Kansas. CHRISTOPHER JONES, Plaintiff, vs. MARY JONES, Defendant. To Mary Jones: You are hereby notified that you have been sued in the above entitled cause by the above named plaintiff, your husband, Christopher Jones, and that he has filed his petition with the clerk of the district court of Shawnee county, Kansas, on the 1st day of May, 1901, and that unless you answer said petition on or before the 14th day of June, 1901, the allegations therein contained will be taken as true and judgment rendered against you, divorcing said plaintiff from you and granting such other relief as the court may deem proper. Christopher Jones, Plaintiff. By J. R. McNary, Attorney. [1342, 1128, 1641, 1230]
cheap-label: ...CHEAP... [1195, 1053, 1259, 1067]
receipt-row [238, 1682, 447, 1694]
receipt-row [238, 1576, 447, 1588]
lincoln-article: Mrs. Maggie Moore entertained the Sorosis Club Wednesday evening. Much business was transacted after which ices and cake were served by the hostess. Mother Branch who is confined at the pest house is now improving. A grand rally will be held at the Mt. Zion church next Sunday. Four services will be held during the day. Rev. Wooton returned from district conference Friday. William, the three year old son of Mrs. Smith died Monday and was buried Wednesday. Miss Mabel Bush gave a very delightful party to her young friends last Tuesday evening. Mr. Nelson Taylor and Miss Julia Johnson were married last Wednesday eve. Rev. Wooton performing the ceremony. Attorney E. E. Tanner of Columbus, Ohio, is in the city looking after the estate and valuable diamonds of the late J. H. Ross. It is now known that he has anything like a sister, Mrs. Maggie Mander, who is instituting a suit for his money and valuables. Peter Bradshaw dropped dead Sunday while standing in the postoffice talking with a friend. Cards are out for the Second Annual Reception given by the Sorosis club at K. P. Hall May 31st. This club is a literary and social organization composed of the most cultured ladies of the city. These delight is to make it pleasant for visitors who come to the city. This reception promises to eclipse in splendor all former efforts. Miss Lucile Gardner is President, and Mrs. Maud Vannel is Secretary. [458, 98, 667, 476]
chicago-cafe-ad: When in Kansas City Please Call at The Chicago Cafe, HENRY COMPTON, Prop. 706 E. 12 St. • • Kansas City, Mo. [1342, 564, 1641, 639]
receipt-amount: .25 [435, 1693, 447, 1706]
receipt-row [238, 1446, 447, 1458]
receipt-amount: .25 [435, 1623, 447, 1635]
mexico-article: Mrs. Sarah Crews an aged woman and one of Mexico's best citizens died at the home of her daughter, Mrs. Dellie Basket Friday morn, after a short illness of about three hours. Mrs. Crews was a faithful Sister, of the Mysterious Ten, for a number of years. She leaves one son, Wm. Crews of Denver, Colo., and one daughter, Mrs. Baskett and a host of friends. Mrs. E. J. Cooper who has been seriously ill for several weeks is rapidly improving. The vocal and elocution contest in Montgomery City, May 17, between the neighboring towns was a grand affair. Prizes were awarded to two Mexicans, Mr. Alvine Bodine, second in the tenor contest and Mary Scott first in the vocal, also first in the elocution contest. The prizes were silver medals. Those contestants were accompanied by Miss Mary Oseby, Mrs. Lee, J. F. Lillard, A. J. Lillard, Mrs. Martha Scott, James Rodgers, Mr. Alderson and Ralph Hunt. Miss Mary Bodine spent Saturday and Sunday in St. Louis. The members of the Second Baptist church have called Rev. Johnson of Dalton, Mo. He was in the city last Sabbath and preached two able sermons to his new charge. Mrs. Lizzie Nichols of Kansas City, Kan., is the guest of Mrs. J. L. Gamble. The closing exercise of the Garfield School was held at the opera house, May 11. The pupils of the primary and intermediate grades entertained the audience about one hour. The people are always pleased to see the children. This was followed by the graduating exercise. Herman Brooks, Salutatory Olivia Gloatley, Ruth Scott, Lillian Henderson and Effie Lillard Valedictory Presentation of Diplomas, Rev. W. C. Ellis. A large audience was present and the entertainment was creditable in every manner. Prof. I. J. Hicks and his assistants are to be congratulated upon the excellency of the work done by their pupils. Prof. Hicks, and his assistants, J. C. Daniels, J. F. Lillard, M. E. Scott and M. J. Goode were reelected for the coming school term. Dr. A. D. Griffin and Rev. J. G. Hays attended the graduating exercises of the Western Baptist college, Macon, Mo., this week. Miss Nora Craig, one of Mexico's young ladies, will graduate with honors this year. The people are always glad to hear of their successful young woman and men. [678, 754, 887, 1347]
receipt-row [238, 1694, 447, 1706]
receipt-amount: .25 [435, 1493, 447, 1505]
seal-graphic [1126, 1417, 1328, 1619]
receipt-amount: .25 [435, 1505, 447, 1517]
receipts-signature: W. L. GRANT. [388, 1741, 447, 1753]
receipt-row [238, 1422, 447, 1434]
receipt-amount: .25 [435, 1647, 447, 1659]
